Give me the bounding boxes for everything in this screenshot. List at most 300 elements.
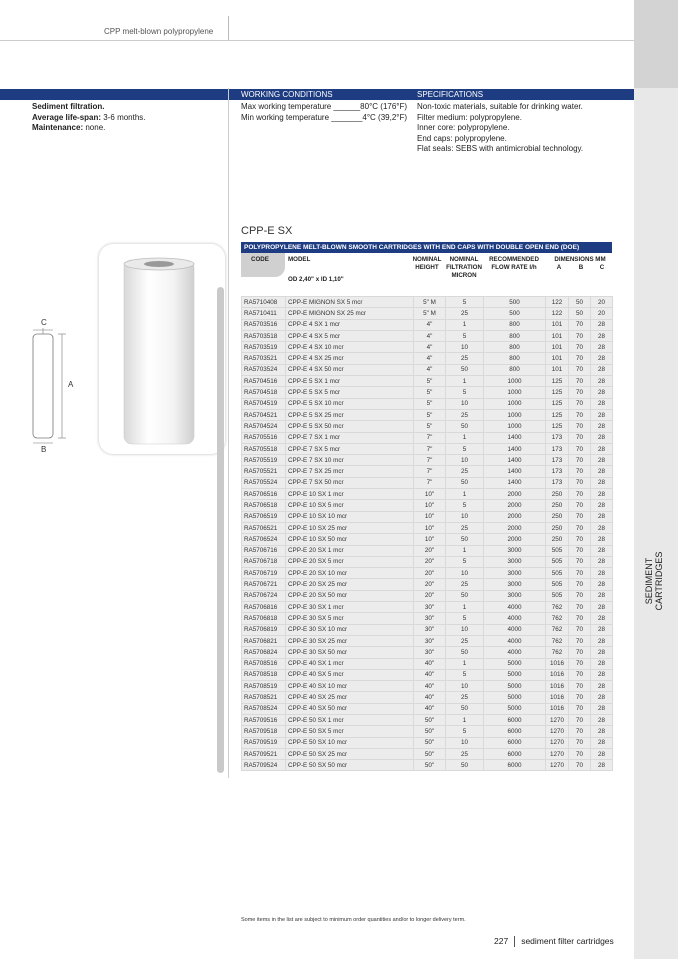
- table-cell: 25: [446, 579, 484, 590]
- table-cell: 10: [446, 737, 484, 748]
- table-cell: 28: [591, 681, 613, 692]
- table-cell: 25: [446, 522, 484, 533]
- table-cell: 28: [591, 477, 613, 488]
- col-dimensions: DIMENSIONS MM: [554, 256, 606, 263]
- table-cell: RA5705519: [242, 455, 286, 466]
- table-cell: 101: [546, 330, 569, 341]
- sidebar-label-line1: SEDIMENT: [644, 557, 654, 605]
- table-row: [242, 455, 613, 466]
- table-cell: CPP-E 7 SX 5 mcr: [286, 443, 414, 454]
- working-conditions-heading: WORKING CONDITIONS: [241, 90, 333, 99]
- table-row: [242, 511, 613, 522]
- table-cell: 70: [569, 703, 591, 714]
- footnote: Some items in the list are subject to minimum order quantities and/or to longer delivery term.: [241, 917, 466, 923]
- table-cell: 50": [414, 714, 446, 725]
- table-cell: 70: [569, 658, 591, 669]
- table-cell: 762: [546, 602, 569, 613]
- table-cell: 70: [569, 489, 591, 500]
- table-row: [242, 737, 613, 748]
- table-cell: 70: [569, 421, 591, 432]
- col-filt-l1: NOMINAL: [449, 256, 479, 263]
- table-cell: 28: [591, 669, 613, 680]
- table-cell: 28: [591, 545, 613, 556]
- table-cell: 28: [591, 714, 613, 725]
- table-cell: 2000: [484, 522, 546, 533]
- table-cell: 25: [446, 692, 484, 703]
- table-cell: 70: [569, 353, 591, 364]
- table-cell: 1016: [546, 681, 569, 692]
- table-cell: 6000: [484, 714, 546, 725]
- table-cell: 1000: [484, 421, 546, 432]
- table-cell: 6000: [484, 748, 546, 759]
- table-cell: 70: [569, 760, 591, 771]
- table-cell: 1270: [546, 737, 569, 748]
- table-cell: 505: [546, 579, 569, 590]
- table-cell: 50": [414, 737, 446, 748]
- table-cell: 30": [414, 635, 446, 646]
- info-life-value: 3-6 months.: [101, 112, 146, 122]
- table-cell: CPP-E 5 SX 1 mcr: [286, 376, 414, 387]
- table-cell: 4": [414, 330, 446, 341]
- table-cell: CPP-E 40 SX 25 mcr: [286, 692, 414, 703]
- table-cell: 70: [569, 714, 591, 725]
- spec-line: End caps: polypropylene.: [417, 133, 507, 143]
- table-cell: 70: [569, 455, 591, 466]
- info-filtration: Sediment filtration.: [32, 102, 105, 111]
- table-cell: RA5704524: [242, 421, 286, 432]
- table-cell: RA5706524: [242, 534, 286, 545]
- table-cell: CPP-E 20 SX 1 mcr: [286, 545, 414, 556]
- working-conditions: [241, 102, 407, 123]
- table-cell: 1000: [484, 376, 546, 387]
- table-cell: RA5709516: [242, 714, 286, 725]
- table-cell: 28: [591, 748, 613, 759]
- table-cell: 125: [546, 409, 569, 420]
- table-cell: RA5706824: [242, 647, 286, 658]
- table-cell: RA5706818: [242, 613, 286, 624]
- table-cell: 1016: [546, 703, 569, 714]
- table-cell: 28: [591, 579, 613, 590]
- table-cell: 250: [546, 489, 569, 500]
- table-cell: RA5706516: [242, 489, 286, 500]
- table-cell: RA5706721: [242, 579, 286, 590]
- product-title: CPP-E SX: [241, 225, 293, 237]
- table-cell: 1: [446, 545, 484, 556]
- table-cell: 28: [591, 658, 613, 669]
- table-cell: CPP-E 40 SX 1 mcr: [286, 658, 414, 669]
- table-cell: 70: [569, 511, 591, 522]
- table-cell: 28: [591, 556, 613, 567]
- table-cell: 28: [591, 624, 613, 635]
- section-header-bar: [0, 89, 634, 100]
- dimension-diagram: [28, 316, 98, 456]
- table-cell: RA5706816: [242, 602, 286, 613]
- table-cell: 28: [591, 522, 613, 533]
- table-cell: 28: [591, 602, 613, 613]
- sidebar-section-label[interactable]: [624, 551, 678, 611]
- table-row: [242, 624, 613, 635]
- table-cell: RA5709524: [242, 760, 286, 771]
- table-cell: 500: [484, 308, 546, 319]
- table-cell: 10: [446, 681, 484, 692]
- table-cell: RA5704519: [242, 398, 286, 409]
- table-cell: 28: [591, 421, 613, 432]
- table-cell: 3000: [484, 556, 546, 567]
- diagram-label-a: A: [68, 380, 74, 389]
- table-cell: 505: [546, 568, 569, 579]
- table-cell: 40": [414, 669, 446, 680]
- table-cell: 30": [414, 613, 446, 624]
- table-row: [242, 760, 613, 771]
- table-cell: CPP-E MIGNON SX 25 mcr: [286, 308, 414, 319]
- table-cell: 5: [446, 443, 484, 454]
- table-row: [242, 489, 613, 500]
- table-row: [242, 568, 613, 579]
- table-cell: CPP-E 50 SX 50 mcr: [286, 760, 414, 771]
- table-body: [241, 296, 613, 771]
- table-cell: 70: [569, 737, 591, 748]
- table-cell: 2000: [484, 511, 546, 522]
- header-divider: [228, 16, 229, 40]
- table-row: [242, 308, 613, 319]
- table-cell: 6000: [484, 760, 546, 771]
- table-cell: 1: [446, 432, 484, 443]
- table-cell: 1: [446, 489, 484, 500]
- table-cell: 5": [414, 398, 446, 409]
- table-cell: 5" M: [414, 297, 446, 308]
- table-cell: 28: [591, 635, 613, 646]
- table-cell: 28: [591, 432, 613, 443]
- table-cell: 6000: [484, 737, 546, 748]
- table-cell: 50: [446, 647, 484, 658]
- table-cell: 25: [446, 308, 484, 319]
- table-cell: CPP-E 10 SX 25 mcr: [286, 522, 414, 533]
- table-cell: CPP-E 40 SX 5 mcr: [286, 669, 414, 680]
- table-cell: RA5703518: [242, 330, 286, 341]
- table-row: [242, 726, 613, 737]
- table-cell: RA5706518: [242, 500, 286, 511]
- table-cell: 70: [569, 613, 591, 624]
- table-cell: 70: [569, 669, 591, 680]
- table-cell: 1270: [546, 726, 569, 737]
- table-cell: CPP-E 5 SX 25 mcr: [286, 409, 414, 420]
- table-row: [242, 353, 613, 364]
- table-cell: 70: [569, 647, 591, 658]
- image-scrollbar[interactable]: [217, 287, 224, 773]
- col-height: [411, 256, 443, 272]
- table-cell: 28: [591, 726, 613, 737]
- table-cell: 1: [446, 714, 484, 725]
- table-cell: RA5708521: [242, 692, 286, 703]
- table-cell: 25: [446, 466, 484, 477]
- table-cell: 70: [569, 319, 591, 330]
- table-cell: 10": [414, 489, 446, 500]
- table-cell: 173: [546, 432, 569, 443]
- table-cell: 28: [591, 590, 613, 601]
- table-cell: 4000: [484, 647, 546, 658]
- table-cell: 250: [546, 511, 569, 522]
- table-cell: 125: [546, 376, 569, 387]
- table-cell: CPP-E 50 SX 10 mcr: [286, 737, 414, 748]
- table-cell: 5000: [484, 703, 546, 714]
- table-cell: 5": [414, 387, 446, 398]
- table-cell: 70: [569, 726, 591, 737]
- table-cell: 500: [484, 297, 546, 308]
- table-cell: CPP-E 20 SX 25 mcr: [286, 579, 414, 590]
- table-cell: 70: [569, 681, 591, 692]
- table-cell: 4": [414, 342, 446, 353]
- table-cell: 28: [591, 466, 613, 477]
- table-cell: 10": [414, 511, 446, 522]
- table-cell: 28: [591, 353, 613, 364]
- table-cell: 70: [569, 364, 591, 375]
- table-cell: 1400: [484, 466, 546, 477]
- table-cell: CPP-E 30 SX 50 mcr: [286, 647, 414, 658]
- table-cell: 20": [414, 556, 446, 567]
- table-row: [242, 319, 613, 330]
- col-od-id: OD 2,40" x ID 1,10": [288, 276, 344, 283]
- info-maint-label: Maintenance:: [32, 123, 84, 132]
- table-cell: 1000: [484, 409, 546, 420]
- table-cell: 30": [414, 602, 446, 613]
- info-life-label: Average life-span:: [32, 112, 102, 122]
- table-cell: CPP-E 7 SX 50 mcr: [286, 477, 414, 488]
- table-cell: 6000: [484, 726, 546, 737]
- table-cell: CPP-E 40 SX 10 mcr: [286, 681, 414, 692]
- table-cell: 5": [414, 376, 446, 387]
- table-cell: 28: [591, 568, 613, 579]
- table-cell: RA5708516: [242, 658, 286, 669]
- table-cell: 5: [446, 500, 484, 511]
- page-number: 227: [494, 936, 509, 946]
- table-cell: RA5706716: [242, 545, 286, 556]
- table-cell: RA5710408: [242, 297, 286, 308]
- sidebar-label-line2: CARTRIDGES: [654, 551, 664, 611]
- table-row: [242, 669, 613, 680]
- table-cell: 1000: [484, 398, 546, 409]
- table-cell: 70: [569, 500, 591, 511]
- table-cell: 70: [569, 748, 591, 759]
- table-cell: CPP-E 20 SX 5 mcr: [286, 556, 414, 567]
- table-cell: 7": [414, 466, 446, 477]
- table-cell: 28: [591, 500, 613, 511]
- table-cell: CPP-E 5 SX 5 mcr: [286, 387, 414, 398]
- table-cell: 101: [546, 364, 569, 375]
- table-cell: 101: [546, 319, 569, 330]
- col-dim-c: C: [599, 264, 605, 271]
- table-row: [242, 398, 613, 409]
- table-cell: RA5703519: [242, 342, 286, 353]
- table-cell: 28: [591, 376, 613, 387]
- table-cell: 50: [446, 364, 484, 375]
- table-cell: 20": [414, 568, 446, 579]
- table-cell: 70: [569, 579, 591, 590]
- table-cell: 30": [414, 624, 446, 635]
- table-cell: CPP-E 30 SX 25 mcr: [286, 635, 414, 646]
- table-cell: 50: [569, 308, 591, 319]
- table-cell: 10: [446, 455, 484, 466]
- table-cell: 28: [591, 409, 613, 420]
- table-cell: 30": [414, 647, 446, 658]
- table-cell: 4": [414, 353, 446, 364]
- table-cell: 5000: [484, 658, 546, 669]
- table-cell: 28: [591, 613, 613, 624]
- table-cell: RA5705518: [242, 443, 286, 454]
- table-cell: 250: [546, 500, 569, 511]
- table-cell: 50: [446, 477, 484, 488]
- table-cell: 70: [569, 330, 591, 341]
- table-cell: CPP-E 10 SX 10 mcr: [286, 511, 414, 522]
- table-cell: 25: [446, 409, 484, 420]
- table-cell: 70: [569, 602, 591, 613]
- col-filt-l3: MICRON: [451, 272, 477, 279]
- table-cell: 505: [546, 556, 569, 567]
- table-cell: RA5706821: [242, 635, 286, 646]
- table-cell: 4": [414, 319, 446, 330]
- table-cell: 28: [591, 703, 613, 714]
- table-row: [242, 432, 613, 443]
- table-cell: 70: [569, 556, 591, 567]
- table-cell: CPP-E 50 SX 5 mcr: [286, 726, 414, 737]
- table-cell: 3000: [484, 568, 546, 579]
- sidebar-strip: [634, 0, 678, 959]
- table-cell: CPP-E 7 SX 1 mcr: [286, 432, 414, 443]
- table-cell: 28: [591, 443, 613, 454]
- table-cell: 70: [569, 443, 591, 454]
- col-flow-l2: FLOW RATE l/h: [491, 264, 537, 271]
- table-cell: CPP-E 7 SX 10 mcr: [286, 455, 414, 466]
- table-cell: 70: [569, 692, 591, 703]
- table-cell: RA5706719: [242, 568, 286, 579]
- table-cell: 70: [569, 398, 591, 409]
- table-cell: RA5705524: [242, 477, 286, 488]
- table-row: [242, 364, 613, 375]
- table-cell: 2000: [484, 500, 546, 511]
- table-cell: 1400: [484, 443, 546, 454]
- table-row: [242, 613, 613, 624]
- table-cell: 800: [484, 342, 546, 353]
- table-cell: 50: [446, 534, 484, 545]
- col-height-l1: NOMINAL: [412, 256, 442, 263]
- table-cell: RA5705521: [242, 466, 286, 477]
- table-cell: 10: [446, 398, 484, 409]
- table-cell: 101: [546, 342, 569, 353]
- col-height-l2: HEIGHT: [415, 264, 439, 271]
- table-cell: 125: [546, 387, 569, 398]
- table-cell: 5: [446, 669, 484, 680]
- table-cell: 250: [546, 522, 569, 533]
- col-model: MODEL: [288, 256, 311, 263]
- table-cell: 5000: [484, 692, 546, 703]
- table-cell: 50": [414, 748, 446, 759]
- table-cell: 70: [569, 387, 591, 398]
- table-cell: 50: [446, 760, 484, 771]
- table-cell: 10: [446, 511, 484, 522]
- table-cell: 4": [414, 364, 446, 375]
- table-cell: 40": [414, 692, 446, 703]
- col-filtration: [445, 256, 483, 280]
- table-cell: 10: [446, 342, 484, 353]
- table-cell: RA5709519: [242, 737, 286, 748]
- table-cell: 50: [446, 590, 484, 601]
- cartridge-outline-icon: [28, 316, 98, 456]
- product-info: [32, 102, 146, 134]
- table-cell: 25: [446, 635, 484, 646]
- table-cell: 800: [484, 353, 546, 364]
- col-flow: [487, 256, 541, 272]
- table-cell: CPP-E 10 SX 1 mcr: [286, 489, 414, 500]
- table-cell: CPP-E 40 SX 50 mcr: [286, 703, 414, 714]
- table-row: [242, 681, 613, 692]
- table-cell: 1: [446, 319, 484, 330]
- table-cell: 1016: [546, 692, 569, 703]
- table-cell: 800: [484, 364, 546, 375]
- table-cell: 173: [546, 455, 569, 466]
- table-cell: 28: [591, 330, 613, 341]
- table-row: [242, 748, 613, 759]
- table-cell: RA5703524: [242, 364, 286, 375]
- table-cell: 10": [414, 522, 446, 533]
- table-cell: 2000: [484, 489, 546, 500]
- table-row: [242, 500, 613, 511]
- specifications-heading: SPECIFICATIONS: [417, 90, 484, 99]
- table-cell: CPP-E 30 SX 5 mcr: [286, 613, 414, 624]
- table-cell: 70: [569, 342, 591, 353]
- table-cell: 762: [546, 624, 569, 635]
- table-cell: 2000: [484, 534, 546, 545]
- col-filt-l2: FILTRATION: [446, 264, 482, 271]
- table-cell: 7": [414, 477, 446, 488]
- table-cell: 101: [546, 353, 569, 364]
- table-cell: 20": [414, 579, 446, 590]
- footer-section: sediment filter cartridges: [521, 936, 614, 946]
- table-cell: 505: [546, 590, 569, 601]
- sidebar-tab: [634, 0, 678, 88]
- table-cell: 5": [414, 409, 446, 420]
- table-cell: 28: [591, 511, 613, 522]
- table-cell: 70: [569, 376, 591, 387]
- table-cell: CPP-E 4 SX 1 mcr: [286, 319, 414, 330]
- table-cell: 3000: [484, 579, 546, 590]
- table-cell: 1400: [484, 455, 546, 466]
- table-cell: 70: [569, 635, 591, 646]
- table-cell: 28: [591, 692, 613, 703]
- table-cell: 28: [591, 737, 613, 748]
- table-cell: 40": [414, 681, 446, 692]
- table-cell: 1270: [546, 748, 569, 759]
- table-cell: CPP-E 20 SX 50 mcr: [286, 590, 414, 601]
- table-cell: 25: [446, 748, 484, 759]
- table-cell: 1: [446, 658, 484, 669]
- table-cell: CPP-E 10 SX 50 mcr: [286, 534, 414, 545]
- spec-line: Flat seals: SEBS with antimicrobial technology.: [417, 144, 584, 153]
- max-temp: Max working temperature ______80°C (176°F): [241, 102, 408, 111]
- table-cell: RA5703521: [242, 353, 286, 364]
- table-cell: CPP-E 30 SX 1 mcr: [286, 602, 414, 613]
- table-cell: 28: [591, 387, 613, 398]
- table-row: [242, 466, 613, 477]
- table-cell: 173: [546, 477, 569, 488]
- table-cell: RA5703516: [242, 319, 286, 330]
- table-cell: 122: [546, 297, 569, 308]
- diagram-label-b: B: [41, 445, 47, 454]
- table-row: [242, 556, 613, 567]
- table-cell: CPP-E 50 SX 1 mcr: [286, 714, 414, 725]
- table-cell: 20": [414, 545, 446, 556]
- table-cell: 50: [446, 703, 484, 714]
- table-cell: 70: [569, 590, 591, 601]
- table-cell: 28: [591, 364, 613, 375]
